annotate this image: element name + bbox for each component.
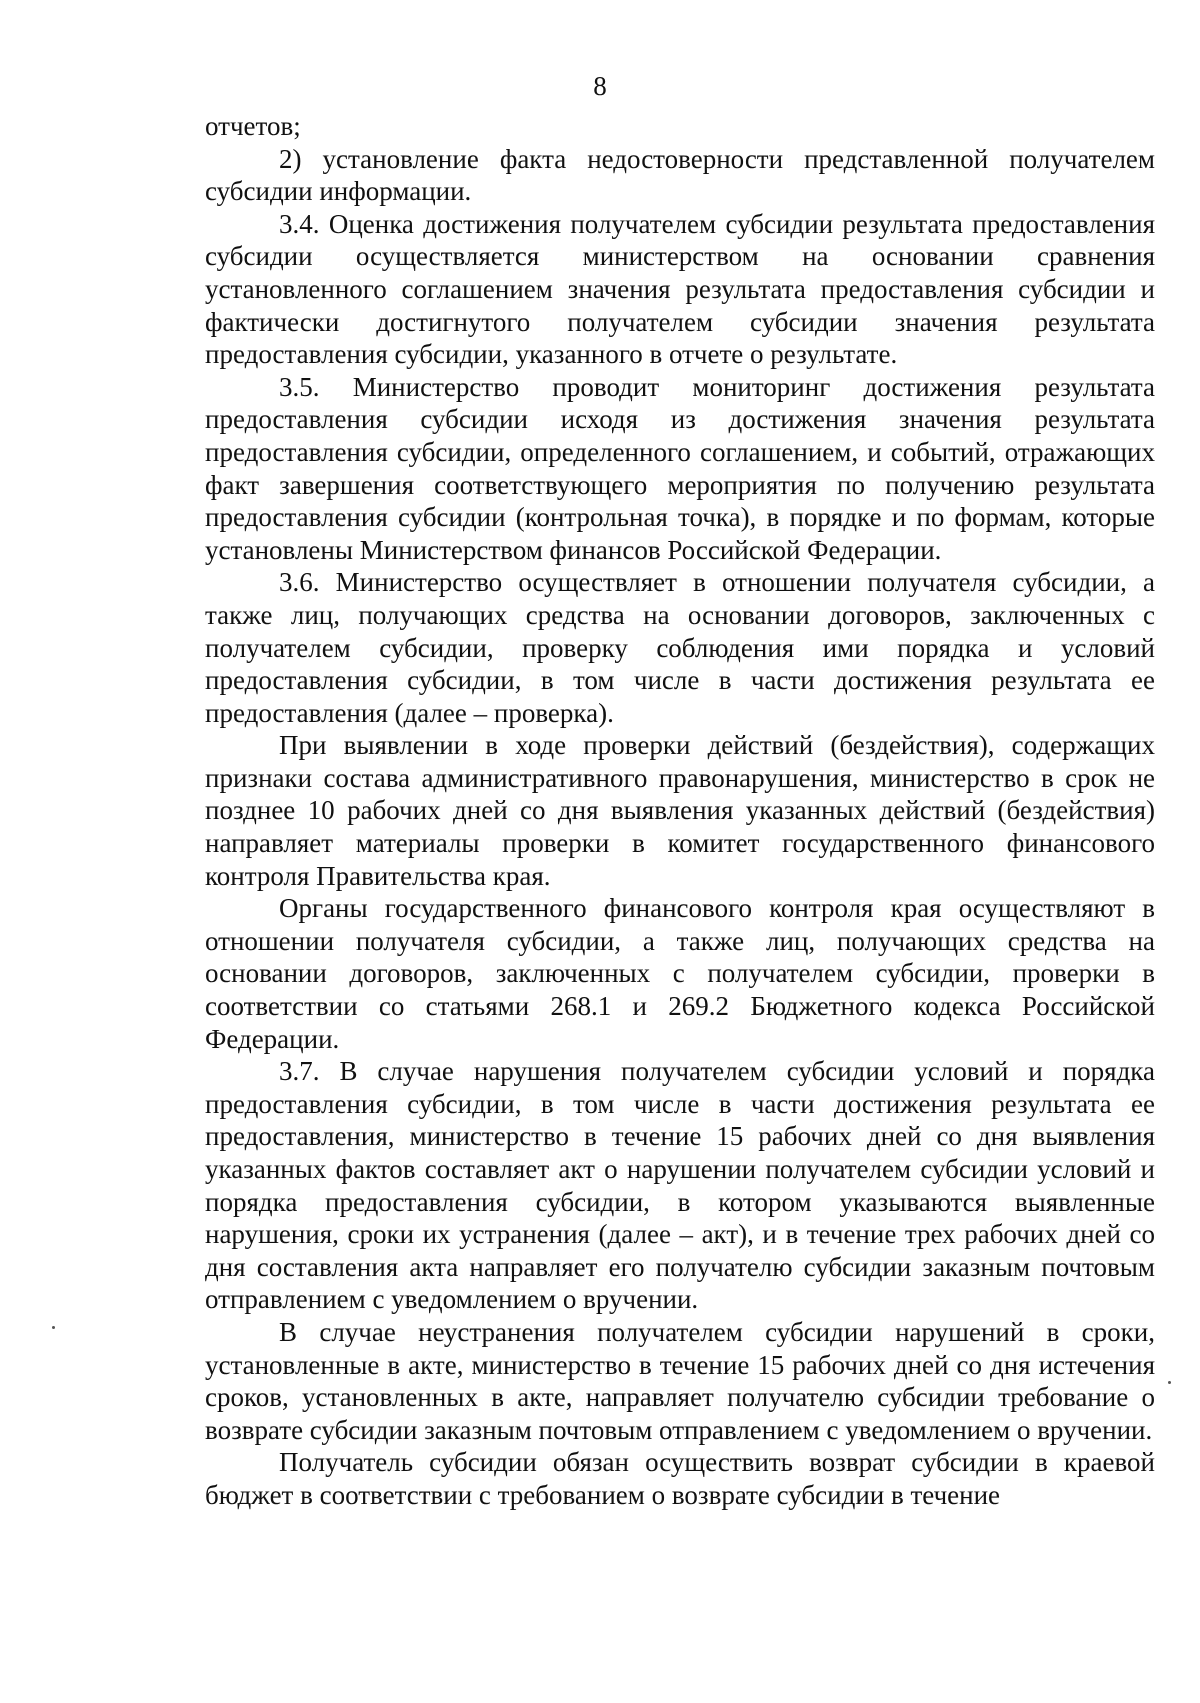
scan-speck [1168, 1381, 1171, 1384]
paragraph: 3.7. В случае нарушения получателем субсидии условий и порядка предоставления субсидии, в том числе в части достижения результата ее предоставления, министерство в течение 15 рабочих дней со дня выявления указанных фактов составляет акт о нарушении получателем субсидии условий и порядка предоставления субсидии, в котором указываются выявленные нарушения, сроки их устранения (далее – акт), и в течение трех рабочих дней со дня составления акта направляет его получателю субсидии заказным почтовым отправлением с уведомлением о вручении. [205, 1056, 1155, 1315]
paragraph: Получатель субсидии обязан осуществить возврат субсидии в краевой бюджет в соответствии с требованием о возврате субсидии в течение [205, 1447, 1155, 1510]
paragraph: 3.6. Министерство осуществляет в отношении получателя субсидии, а также лиц, получающих средства на основании договоров, заключенных с получателем субсидии, проверку соблюдения ими порядка и условий предоставления субсидии, в том числе в части достижения результата ее предоставления (далее – проверка). [205, 567, 1155, 728]
paragraph: При выявлении в ходе проверки действий (бездействия), содержащих признаки состава административного правонарушения, министерство в срок не позднее 10 рабочих дней со дня выявления указанных действий (бездействия) направляет материалы проверки в комитет государственного финансового контроля Правительства края. [205, 730, 1155, 891]
paragraph: В случае неустранения получателем субсидии нарушений в сроки, установленные в акте, министерство в течение 15 рабочих дней со дня истечения сроков, установленных в акте, направляет получателю субсидии требование о возврате субсидии заказным почтовым отправлением с уведомлением о вручении. [205, 1316, 1155, 1445]
scan-speck [52, 1326, 55, 1329]
paragraph: 2) установление факта недостоверности представленной получателем субсидии информации. [205, 143, 1155, 207]
paragraph: 3.4. Оценка достижения получателем субсидии результата предоставления субсидии осуществляется министерством на основании сравнения установленного соглашением значения результата предоставления субсидии и фактически достигнутого получателем субсидии значения результата предоставления субсидии, указанного в отчете о результате. [205, 208, 1155, 370]
document-body [205, 110, 1155, 1512]
paragraph: Органы государственного финансового контроля края осуществляют в отношении получателя субсидии, а также лиц, получающих средства на основании договоров, заключенных с получателем субсидии, проверки в соответствии со статьями 268.1 и 269.2 Бюджетного кодекса Российской Федерации. [205, 893, 1155, 1054]
page-number: 8 [593, 71, 607, 101]
paragraph: отчетов; [205, 111, 301, 141]
paragraph: 3.5. Министерство проводит мониторинг достижения результата предоставления субсидии исходя из достижения значения результата предоставления субсидии, определенного соглашением, и событий, отражающих факт завершения соответствующего мероприятия по получению результата предоставления субсидии (контрольная точка), в порядке и по формам, которые установлены Министерством финансов Российской Федерации. [205, 371, 1155, 565]
